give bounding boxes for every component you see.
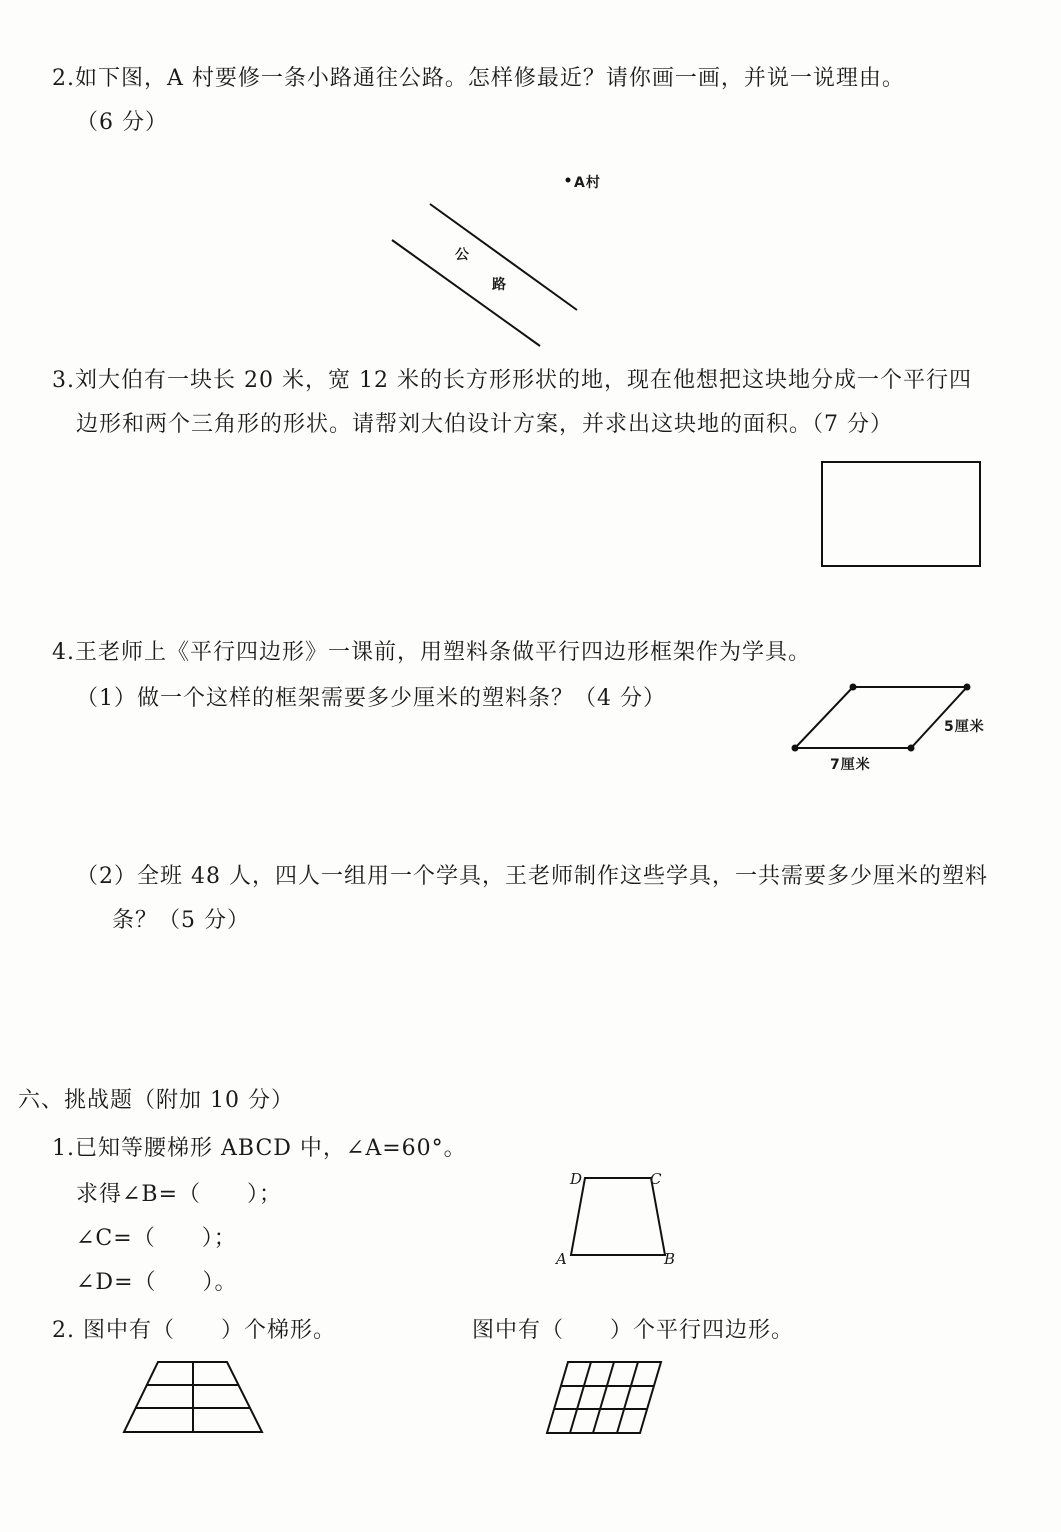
q4-sub2-line1: （2）全班 48 人，四人一组用一个学具，王老师制作这些学具，一共需要多少厘米的塑料 — [76, 864, 988, 889]
q3-line1 — [52, 366, 972, 396]
road-label-2: 路 — [492, 277, 507, 293]
c1-text — [52, 1134, 467, 1164]
road-label-1: 公 — [455, 247, 470, 263]
c1-angle-d: ∠D=（ ）。 — [76, 1270, 238, 1295]
vertex-b: B — [664, 1250, 677, 1268]
q2-body: 如下图，A 村要修一条小路通往公路。怎样修最近？请你画一画，并说一说理由。 — [75, 66, 905, 91]
vertex-a: A — [556, 1250, 568, 1268]
q2-number: 2. — [52, 66, 75, 91]
q2-score: （6 分） — [76, 110, 168, 135]
trapezoid-grid-figure — [124, 1362, 262, 1432]
q4-body: 王老师上《平行四边形》一课前，用塑料条做平行四边形框架作为学具。 — [75, 640, 812, 665]
q3-number: 3. — [52, 368, 75, 393]
road-figure — [392, 178, 577, 347]
side-length-label: 5厘米 — [944, 719, 985, 735]
land-rectangle — [822, 462, 980, 566]
q3-line2: 边形和两个三角形的形状。请帮刘大伯设计方案，并求出这块地的面积。（7 分） — [76, 412, 893, 437]
q3-body-1: 刘大伯有一块长 20 米，宽 12 米的长方形形状的地，现在他想把这块地分成一个平行四 — [75, 368, 972, 393]
q4-sub2-line2: 条？（5 分） — [112, 908, 250, 933]
c1-angle-b: 求得∠B=（ ）； — [76, 1182, 283, 1207]
base-length-label: 7厘米 — [830, 757, 871, 773]
section6-title: 六、挑战题（附加 10 分） — [18, 1088, 294, 1113]
village-point — [566, 178, 571, 183]
vertex-d: D — [570, 1170, 584, 1188]
c1-angle-c: ∠C=（ ）； — [76, 1226, 237, 1251]
vertex-c: C — [650, 1170, 663, 1188]
parallelogram-grid-figure — [547, 1362, 661, 1433]
c1-number: 1. — [52, 1136, 75, 1161]
c2-left: 2. 图中有（ ）个梯形。 — [52, 1318, 336, 1343]
village-label: A村 — [574, 175, 601, 191]
c1-body: 已知等腰梯形 ABCD 中，∠A=60°。 — [75, 1136, 467, 1161]
c2-right: 图中有（ ）个平行四边形。 — [472, 1318, 795, 1343]
q4-text — [52, 638, 811, 668]
q4-number: 4. — [52, 640, 75, 665]
q4-sub1: （1）做一个这样的框架需要多少厘米的塑料条？（4 分） — [76, 686, 666, 711]
